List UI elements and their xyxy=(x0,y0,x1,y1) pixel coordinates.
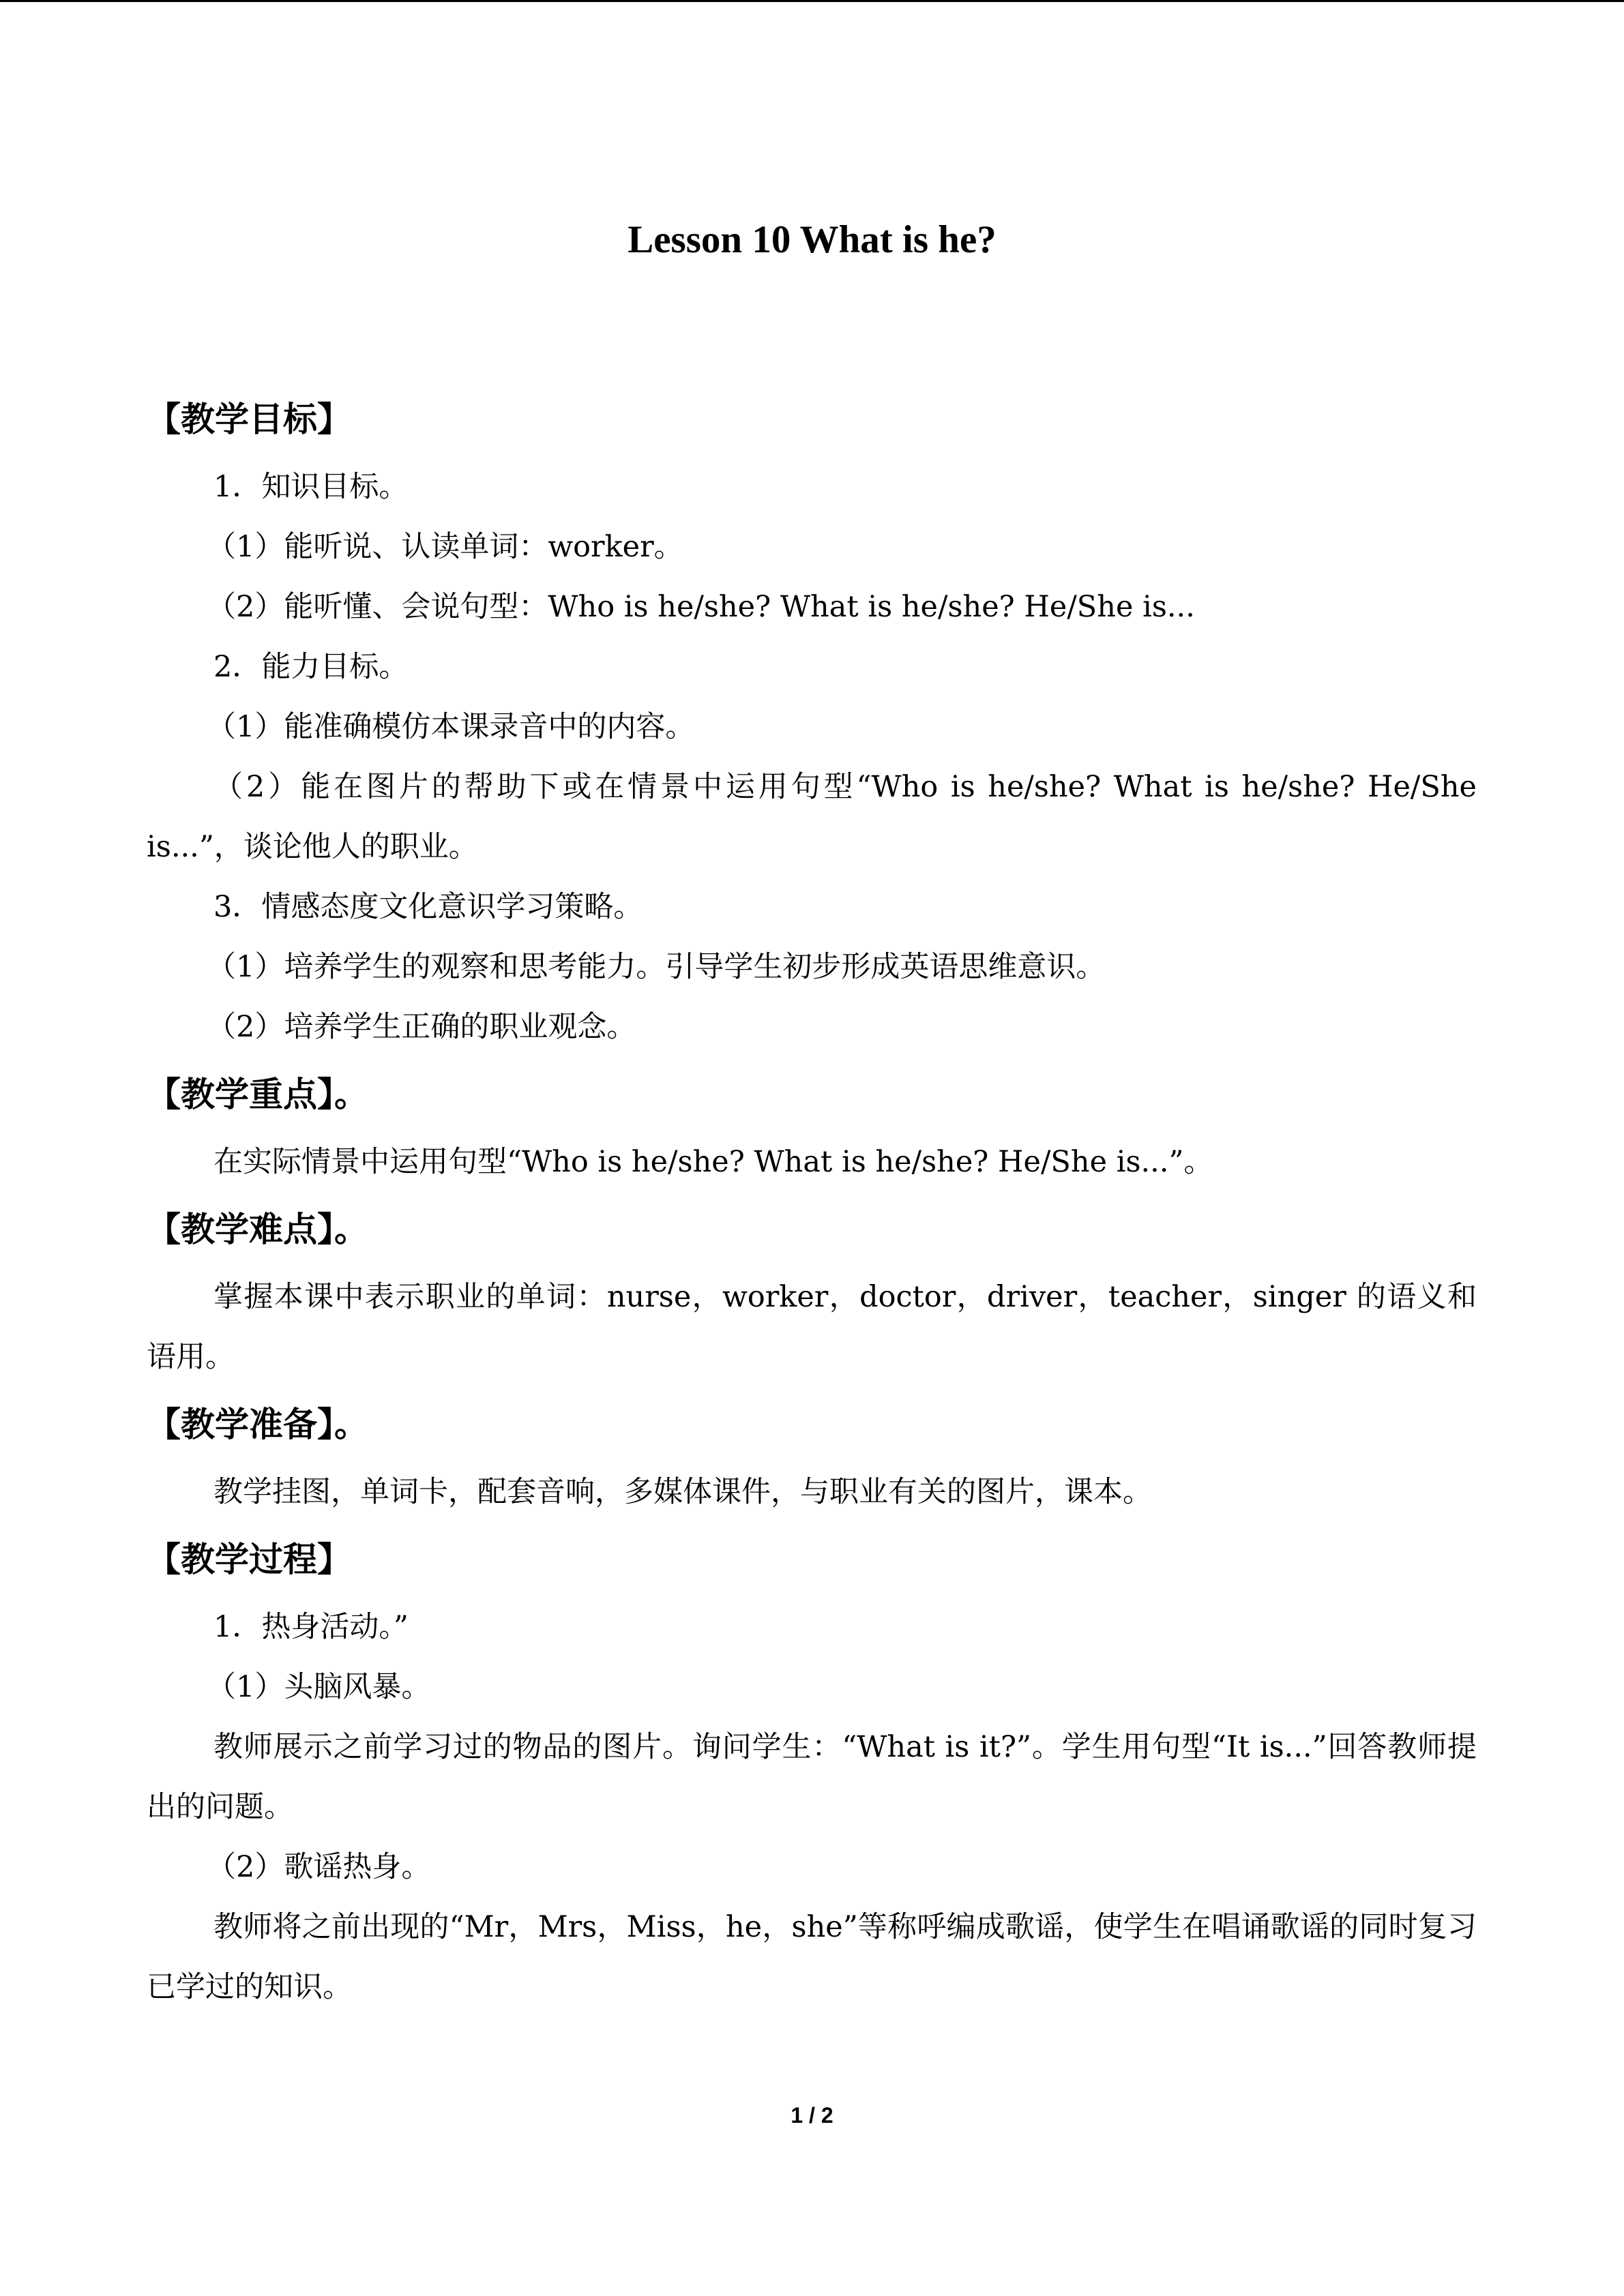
objective-item: （2）培养学生正确的职业观念。 xyxy=(207,1010,636,1044)
objective-item: （2）能在图片的帮助下或在情景中运用句型“Who is he/she? What is he/she? He/She is...”，谈论他人的职业。 xyxy=(147,770,1477,864)
page-title: Lesson 10 What is he? xyxy=(628,218,996,261)
process-item: 教师将之前出现的“Mr，Mrs，Miss，he，she”等称呼编成歌谣，使学生在唱诵歌谣的同时复习已学过的知识。 xyxy=(147,1910,1477,2004)
section-heading-objectives: 【教学目标】 xyxy=(147,400,351,439)
objective-item: （1）能听说、认读单词：worker。 xyxy=(207,530,683,564)
objective-item: 3．情感态度文化意识学习策略。 xyxy=(213,890,643,924)
top-border-line xyxy=(0,0,1624,2)
objective-item: （1）能准确模仿本课录音中的内容。 xyxy=(207,710,695,744)
preparation-text: 教学挂图，单词卡，配套音响，多媒体课件，与职业有关的图片，课本。 xyxy=(213,1475,1152,1509)
section-heading-key-points: 【教学重点】。 xyxy=(147,1075,368,1114)
process-item: 1．热身活动。” xyxy=(213,1610,409,1644)
document-body xyxy=(147,382,1477,2017)
page-number: 1 / 2 xyxy=(791,2103,833,2128)
section-heading-preparation: 【教学准备】。 xyxy=(147,1405,368,1444)
process-item: 教师展示之前学习过的物品的图片。询问学生：“What is it?”。学生用句型“It is...”回答教师提出的问题。 xyxy=(147,1730,1477,1824)
objective-item: 1．知识目标。 xyxy=(213,470,409,504)
objective-item: （2）能听懂、会说句型：Who is he/she? What is he/she? He/She is... xyxy=(207,590,1195,624)
process-item: （1）头脑风暴。 xyxy=(207,1670,431,1704)
objective-item: （1）培养学生的观察和思考能力。引导学生初步形成英语思维意识。 xyxy=(207,950,1106,984)
section-heading-process: 【教学过程】 xyxy=(147,1540,351,1579)
difficulties-text: 掌握本课中表示职业的单词：nurse，worker，doctor，driver，teacher，singer 的语义和语用。 xyxy=(147,1280,1477,1374)
section-heading-difficulties: 【教学难点】。 xyxy=(147,1210,368,1249)
objective-item: 2．能力目标。 xyxy=(213,650,409,684)
key-points-text: 在实际情景中运用句型“Who is he/she? What is he/she? He/She is...”。 xyxy=(213,1145,1213,1179)
process-item: （2）歌谣热身。 xyxy=(207,1850,431,1884)
